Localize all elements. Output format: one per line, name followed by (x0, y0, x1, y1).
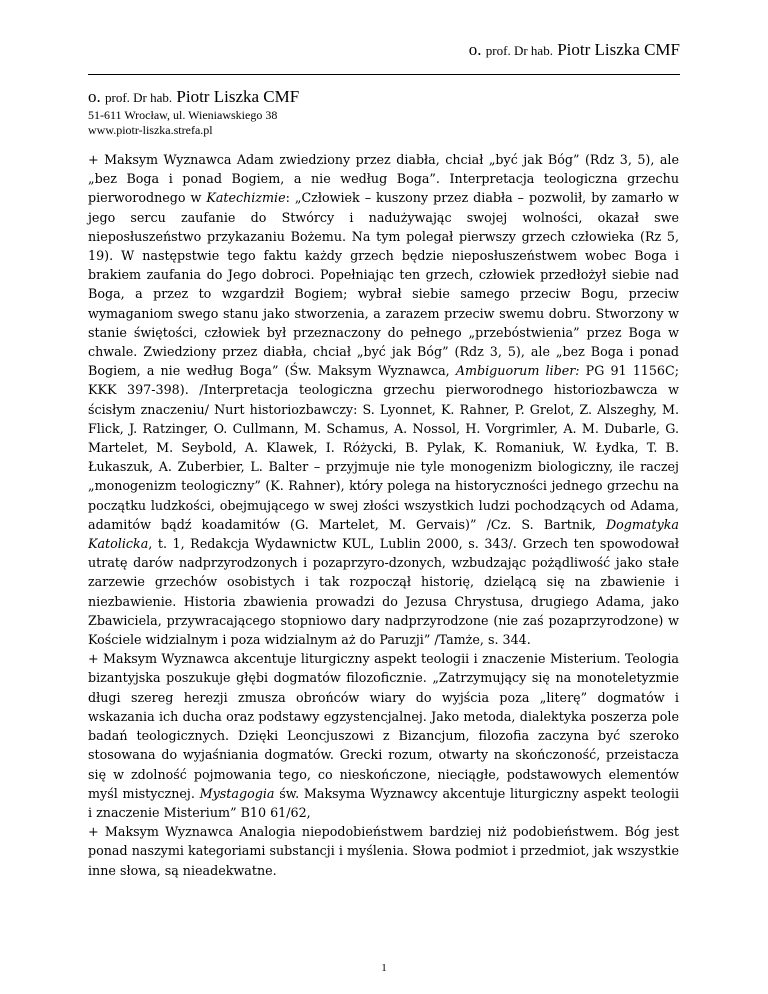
author-name-line (88, 87, 299, 108)
paragraph-2-text-1: + Maksym Wyznawca akcentuje liturgiczny aspekt teologii i znaczenie Misterium. Teologia bizantyjska poszukuje głębi dogmatów filozoficznie. „Zatrzymujący się na monoteletyzmie długi szereg herezji zmusza obrońców wiary do wyjścia poza „literę” dogmatów i wskazania ich ducha oraz podstawy egzystencjalnej. Jako metoda, dialektyka poszerza pole badań teologicznych. Dzięki Leoncjuszowi z Bizancjum, filozofia zaczyna być szeroko stosowana do wyjaśniania dogmatów. Grecki rozum, otwarty na skończoność, przeistacza się w zdolność pojmowania tego, co nieskończone, nieciągłe, podstawowych elementów myśl mistycznej. (88, 651, 679, 801)
running-header (469, 40, 680, 60)
paragraph-1-italic-ambiguorum: Ambiguorum liber: (455, 363, 580, 379)
paragraph-3 (88, 822, 679, 880)
paragraph-1-text-1: + Maksym Wyznawca Adam zwiedziony przez diabła, chciał „być jak Bóg” (Rdz 3, 5), ale „bez Boga i ponad Bogiem, a nie według Boga”. Interpretacja teologiczna grzechu pierworodnego w (88, 152, 679, 206)
paragraph-1-text-3: PG 91 1156C; KKK 397-398). /Interpretacja teologiczna grzechu pierworodnego historiozbawcza w ścisłym znaczeniu/ Nurt historiozbawczy: S. Lyonnet, K. Rahner, P. Grelot, Z. Alszeghy, M. Flick, J. Ratzinger, O. Cullmann, M. Schamus, A. Nossol, H. Vorgrimler, A. M. Dubarle, G. Martelet, M. Seybold, A. Klawek, I. Różycki, B. Pylak, K. Romaniuk, W. Łydka, T. B. Łukaszuk, A. Zuberbier, L. Balter – przyjmuje nie tyle monogenizm biologiczny, ile raczej „monogenizm teologiczny” (K. Rahner), który polega na historyczności jednego grzechu na początku ludzkości, obejmującego w swej złości wszystkich ludzi pochodzących od Adama, adamitów bądź koadamitów (G. Martelet, M. Gervais)” /Cz. S. Bartnik, (88, 363, 679, 532)
paragraph-1-italic-dogmatyka: Dogmatyka Katolicka (88, 516, 679, 552)
author-address: 51-611 Wrocław, ul. Wieniawskiego 38 (88, 108, 278, 122)
author-name: Piotr Liszka CMF (176, 87, 300, 106)
author-website: www.piotr-liszka.strefa.pl (88, 123, 213, 137)
header-title: prof. Dr hab. (485, 43, 553, 58)
document-body (88, 150, 679, 880)
page-number: 1 (381, 962, 387, 974)
paragraph-1-italic-katechizm: Katechizmie (206, 190, 286, 206)
paragraph-1 (88, 150, 679, 649)
paragraph-2-italic-mystagogia: Mystagogia (199, 785, 275, 801)
header-name: Piotr Liszka CMF (557, 40, 680, 59)
paragraph-2-text-2: św. Maksyma Wyznawcy akcentuje liturgiczny aspekt teologii i znaczenie Misterium” B10 61/62, (88, 785, 680, 820)
paragraph-2 (88, 649, 679, 822)
paragraph-3-text-1: + Maksym Wyznawca Analogia niepodobieństwem bardziej niż podobieństwem. Bóg jest ponad naszymi kategoriami substancji i myślenia. Słowa podmiot i przedmiot, jak wszystkie inne słowa, są nieadekwatne. (88, 824, 679, 878)
header-divider (88, 74, 680, 75)
paragraph-1-text-2: : „Człowiek – kuszony przez diabła – pozwolił, by zamarło w jego sercu zaufanie do Stwórcy i nadużywając swojej wolności, okazał swe nieposłuszeństwo przykazaniu Bożemu. Na tym polegał pierwszy grzech człowieka (Rz 5, 19). W następstwie tego faktu każdy grzech będzie nieposłuszeństwem wobec Boga i brakiem zaufania do Jego dobroci. Popełniając ten grzech, człowiek przedłożył siebie nad Boga, a przez to wzgardził Bogiem; wybrał siebie samego przeciw Bogu, przeciw wymaganiom swego stanu jako stworzenia, a zarazem przeciw swemu dobru. Stworzony w stanie świętości, człowiek był przeznaczony do pełnego „przebóstwienia” przez Boga w chwale. Zwiedziony przez diabła, chciał „być jak Bóg” (Rdz 3, 5), ale „bez Boga i ponad Bogiem, a nie według Boga” (Św. Maksym Wyznawca, (88, 190, 679, 379)
author-block (88, 87, 299, 138)
author-title: prof. Dr hab. (105, 90, 173, 105)
author-prefix: o. (88, 87, 101, 106)
header-prefix: o. (468, 40, 482, 59)
paragraph-1-text-4: , t. 1, Redakcja Wydawnictw KUL, Lublin 2000, s. 343/. Grzech ten spowodował utratę darów nadprzyrodzonych i pozaprzyro-dzonych, wzbudzając pożądliwość jako stałe zarzewie grzechów osobistych i tak rozpoczął historię, dzielącą się na zbawienie i niezbawienie. Historia zbawienia prowadzi do Jezusa Chrystusa, drugiego Adama, jako Zbawiciela, przywracającego stopniowo dary nadprzyrodzone (nie zaś pozaprzyrodzone) w Kościele widzialnym i poza widzialnym aż do Paruzji” /Tamże, s. 344. (88, 536, 679, 648)
